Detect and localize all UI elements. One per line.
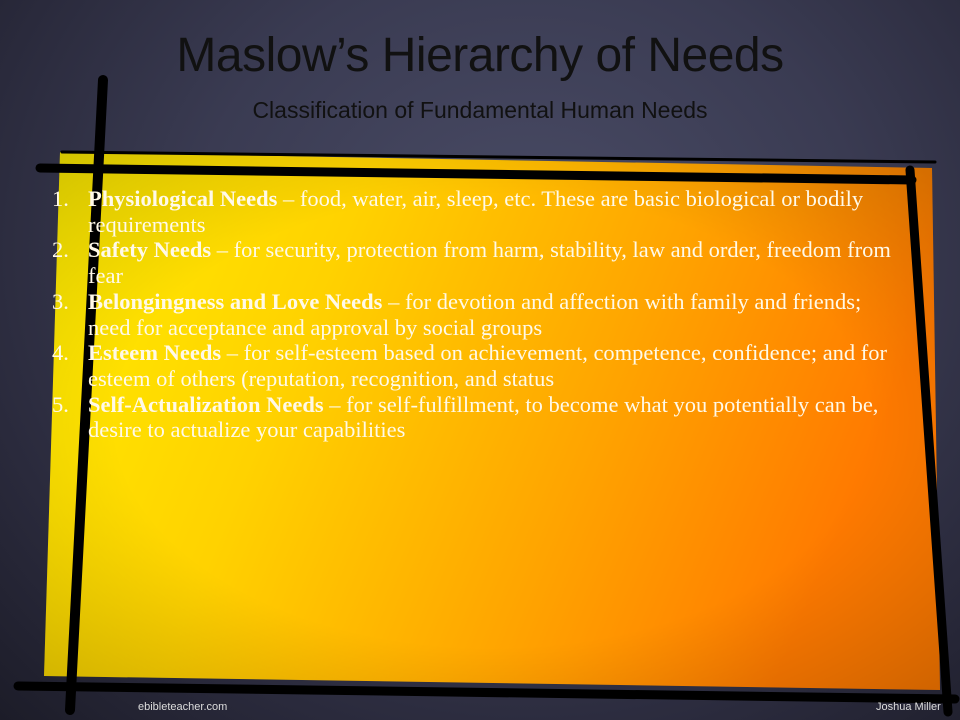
list-item xyxy=(52,289,892,340)
slide-title: Maslow’s Hierarchy of Needs xyxy=(176,29,784,82)
item-text: – for self-esteem based on achievement, competence, confidence; and for esteem of others (reputation, recognition, and status xyxy=(88,340,888,391)
item-number: 1. xyxy=(52,186,69,211)
item-heading: Belongingness and Love Needs xyxy=(88,288,383,314)
needs-list xyxy=(52,186,892,443)
item-number: 3. xyxy=(52,288,69,314)
list-item xyxy=(52,186,892,237)
footer-source: ebibleteacher.com xyxy=(138,701,228,713)
item-text: – food, water, air, sleep, etc. These are basic biological or bodily requirements xyxy=(88,186,864,237)
item-text: – for self-fulfillment, to become what you potentially can be, desire to actualize your capabilities xyxy=(88,391,879,443)
item-text: – for devotion and affection with family and friends; need for acceptance and approval by social groups xyxy=(88,288,862,340)
footer-author: Joshua Miller xyxy=(876,701,941,713)
list-item xyxy=(52,392,892,443)
item-number: 5. xyxy=(52,391,69,417)
item-text: – for security, protection from harm, stability, law and order, freedom from fear xyxy=(88,237,891,289)
item-heading: Self-Actualization Needs xyxy=(88,391,324,417)
item-number: 2. xyxy=(52,237,69,263)
list-item xyxy=(52,237,892,288)
item-heading: Physiological Needs xyxy=(88,186,278,211)
slide-subtitle: Classification of Fundamental Human Needs xyxy=(252,97,708,123)
item-heading: Safety Needs xyxy=(88,237,212,263)
list-item xyxy=(52,340,892,391)
item-number: 4. xyxy=(52,340,69,366)
item-heading: Esteem Needs xyxy=(88,340,222,366)
